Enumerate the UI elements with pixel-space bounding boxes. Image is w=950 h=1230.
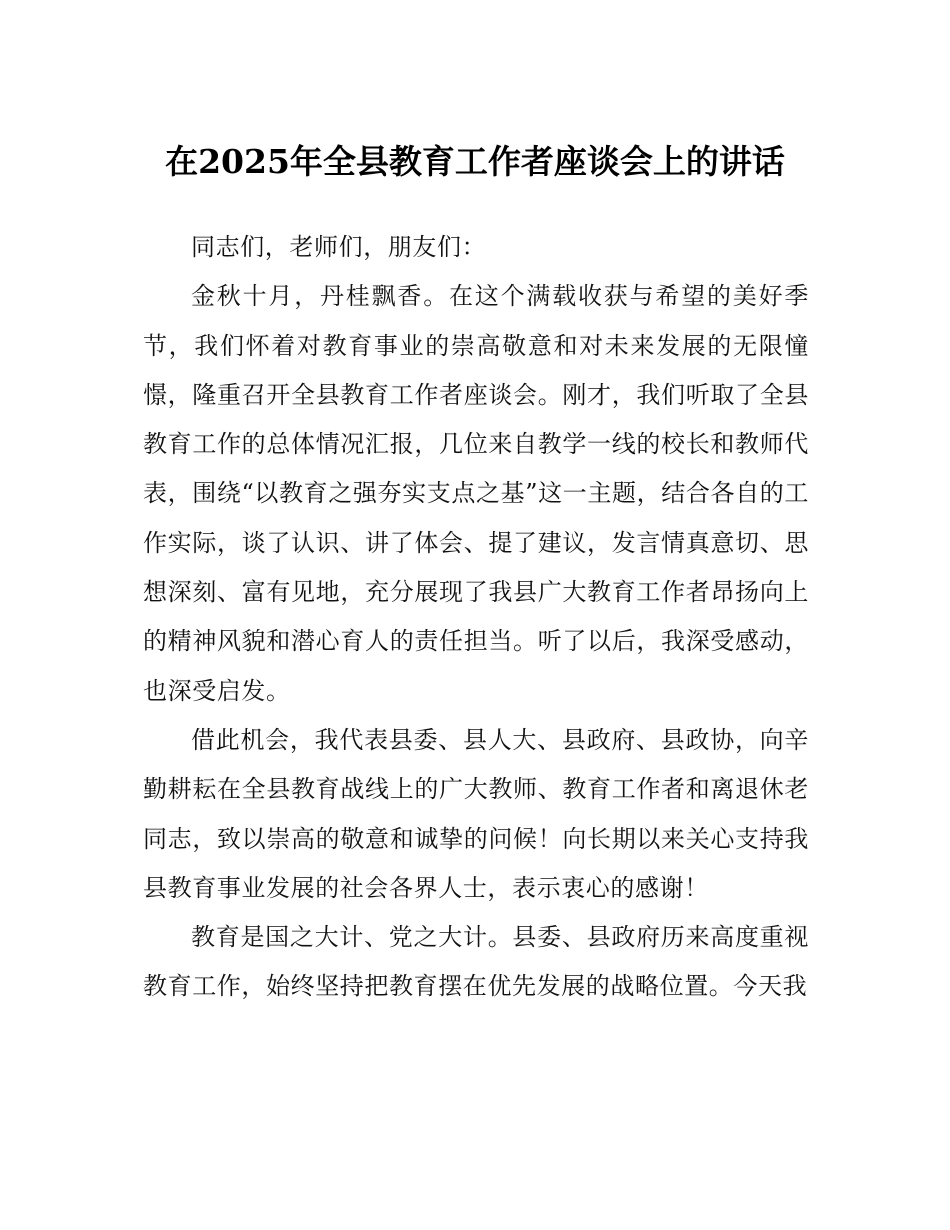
body-paragraph: 金秋十月，丹桂飘香。在这个满载收获与希望的美好季节，我们怀着对教育事业的崇高敬意和对未来发展的无限憧憬，隆重召开全县教育工作者座谈会。刚才，我们听取了全县教育工作的总体情况汇报，几位来自教学一线的校长和教师代表，围绕“以教育之强夯实支点之基”这一主题，结合各自的工作实际，谈了认识、讲了体会、提了建议，发言情真意切、思想深刻、富有见地，充分展现了我县广大教育工作者昂扬向上的精神风貌和潜心育人的责任担当。听了以后，我深受感动，也深受启发。 <box>143 282 809 705</box>
document-body <box>143 223 809 1012</box>
salutation-paragraph: 同志们，老师们，朋友们： <box>191 233 487 261</box>
body-paragraph: 借此机会，我代表县委、县人大、县政府、县政协，向辛勤耕耘在全县教育战线上的广大教师、教育工作者和离退休老同志，致以崇高的敬意和诚挚的问候！向长期以来关心支持我县教育事业发展的社会各界人士，表示衷心的感谢！ <box>143 725 809 902</box>
document-title: 在2025年全县教育工作者座谈会上的讲话 <box>165 142 785 182</box>
body-paragraph: 教育是国之大计、党之大计。县委、县政府历来高度重视教育工作，始终坚持把教育摆在优先发展的战略位置。今天我 <box>143 923 809 1001</box>
